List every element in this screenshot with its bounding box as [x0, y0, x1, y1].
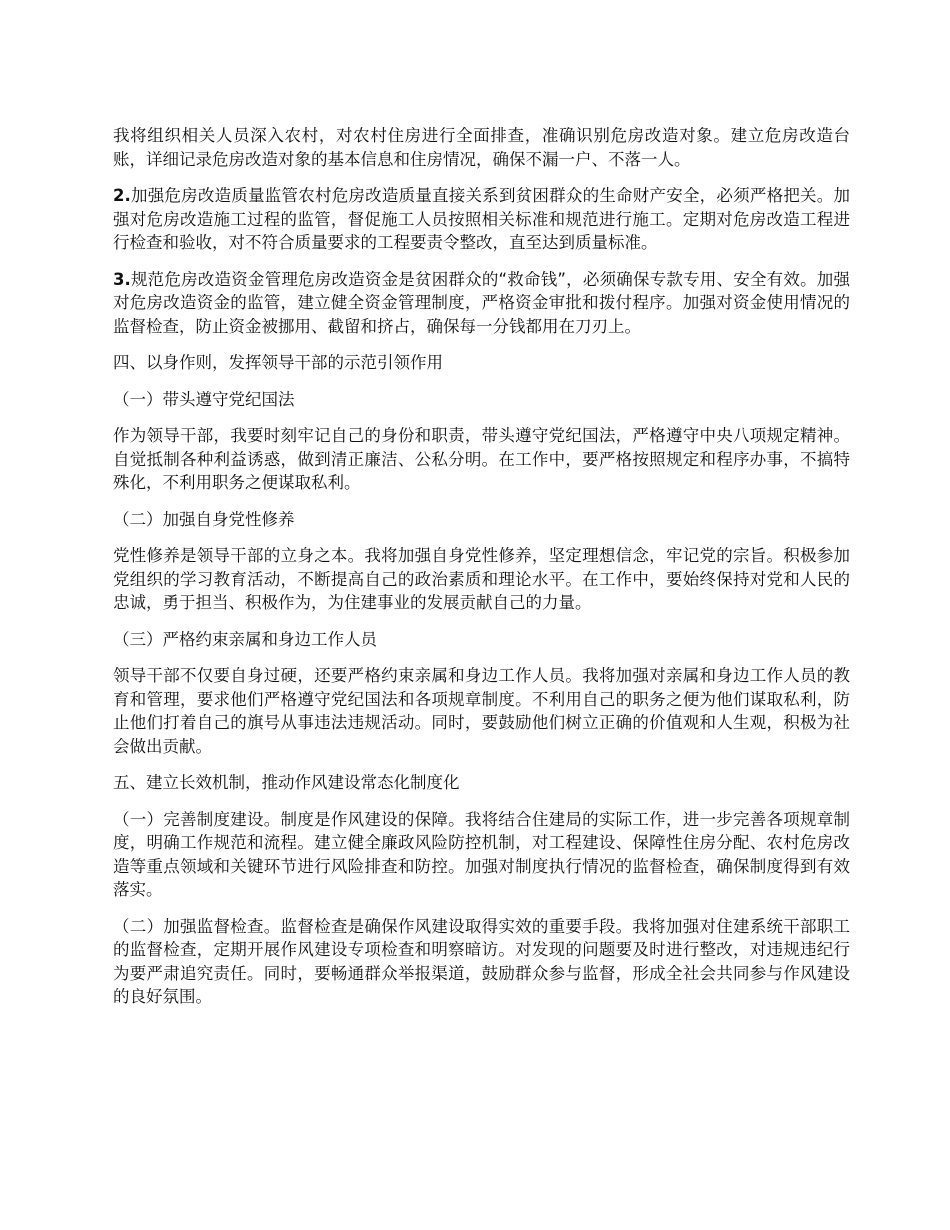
paragraph-fund-management — [113, 268, 850, 339]
heading-text: （三）严格约束亲属和身边工作人员 — [113, 629, 377, 649]
paragraph-obey-discipline — [113, 424, 850, 495]
heading-text: 五、建立长效机制，推动作风建设常态化制度化 — [113, 773, 460, 792]
heading-text: （二）加强自身党性修养 — [113, 509, 295, 529]
paragraph-supervision-inspection — [113, 915, 850, 1009]
paragraph-text: 我将组织相关人员深入农村，对农村住房进行全面排查，准确识别危房改造对象。建立危房改造台账，详细记录危房改造对象的基本信息和住房情况，确保不漏一户、不落一人。 — [113, 126, 850, 169]
item-number: 3. — [113, 269, 131, 289]
section-heading-4 — [113, 351, 850, 375]
paragraph-system-building — [113, 808, 850, 902]
paragraph-text: 作为领导干部，我要时刻牢记自己的身份和职责，带头遵守党纪国法，严格遵守中央八项规定精神。自觉抵制各种利益诱惑，做到清正廉洁、公私分明。在工作中，要严格按照规定和程序办事，不搞特殊化，不利用职务之便谋取私利。 — [113, 426, 850, 492]
paragraph-text: 加强危房改造质量监管农村危房改造质量直接关系到贫困群众的生命财产安全，必须严格把关。加强对危房改造施工过程的监管，督促施工人员按照相关标准和规范进行施工。定期对危房改造工程进行检查和验收，对不符合质量要求的工程要责令整改，直至达到质量标准。 — [113, 186, 850, 252]
paragraph-rural-housing-survey — [113, 124, 850, 171]
paragraph-text: 领导干部不仅要自身过硬，还要严格约束亲属和身边工作人员。我将加强对亲属和身边工作人员的教育和管理，要求他们严格遵守党纪国法和各项规章制度。不利用自己的职务之便为他们谋取私利，防止他们打着自己的旗号从事违法违规活动。同时，要鼓励他们树立正确的价值观和人生观，积极为社会做出贡献。 — [113, 666, 850, 756]
heading-text: 四、以身作则，发挥领导干部的示范引领作用 — [113, 353, 443, 372]
heading-text: （一）带头遵守党纪国法 — [113, 389, 295, 409]
paragraph-text: （一）完善制度建设。制度是作风建设的保障。我将结合住建局的实际工作，进一步完善各项规章制度，明确工作规范和流程。建立健全廉政风险防控机制，对工程建设、保障性住房分配、农村危房改造等重点领域和关键环节进行风险排查和防控。加强对制度执行情况的监督检查，确保制度得到有效落实。 — [113, 809, 850, 899]
paragraph-party-spirit — [113, 544, 850, 615]
section-heading-5 — [113, 771, 850, 795]
paragraph-text: 规范危房改造资金管理危房改造资金是贫困群众的“救命钱”，必须确保专款专用、安全有效。加强对危房改造资金的监管，建立健全资金管理制度，严格资金审批和拨付程序。加强对资金使用情况的监督检查，防止资金被挪用、截留和挤占，确保每一分钱都用在刀刃上。 — [113, 269, 850, 336]
paragraph-text: （二）加强监督检查。监督检查是确保作风建设取得实效的重要手段。我将加强对住建系统干部职工的监督检查，定期开展作风建设专项检查和明察暗访。对发现的问题要及时进行整改，对违规违纪行为要严肃追究责任。同时，要畅通群众举报渠道，鼓励群众参与监督，形成全社会共同参与作风建设的良好氛围。 — [113, 916, 850, 1006]
paragraph-quality-supervision — [113, 184, 850, 255]
item-number: 2. — [113, 186, 131, 205]
paragraph-restrain-relatives — [113, 664, 850, 758]
document-body — [113, 124, 850, 1022]
paragraph-text: 党性修养是领导干部的立身之本。我将加强自身党性修养，坚定理想信念，牢记党的宗旨。积极参加党组织的学习教育活动，不断提高自己的政治素质和理论水平。在工作中，要始终保持对党和人民的忠诚，勇于担当、积极作为，为住建事业的发展贡献自己的力量。 — [113, 546, 850, 612]
subheading-4-1 — [113, 388, 850, 412]
subheading-4-2 — [113, 508, 850, 532]
subheading-4-3 — [113, 628, 850, 652]
